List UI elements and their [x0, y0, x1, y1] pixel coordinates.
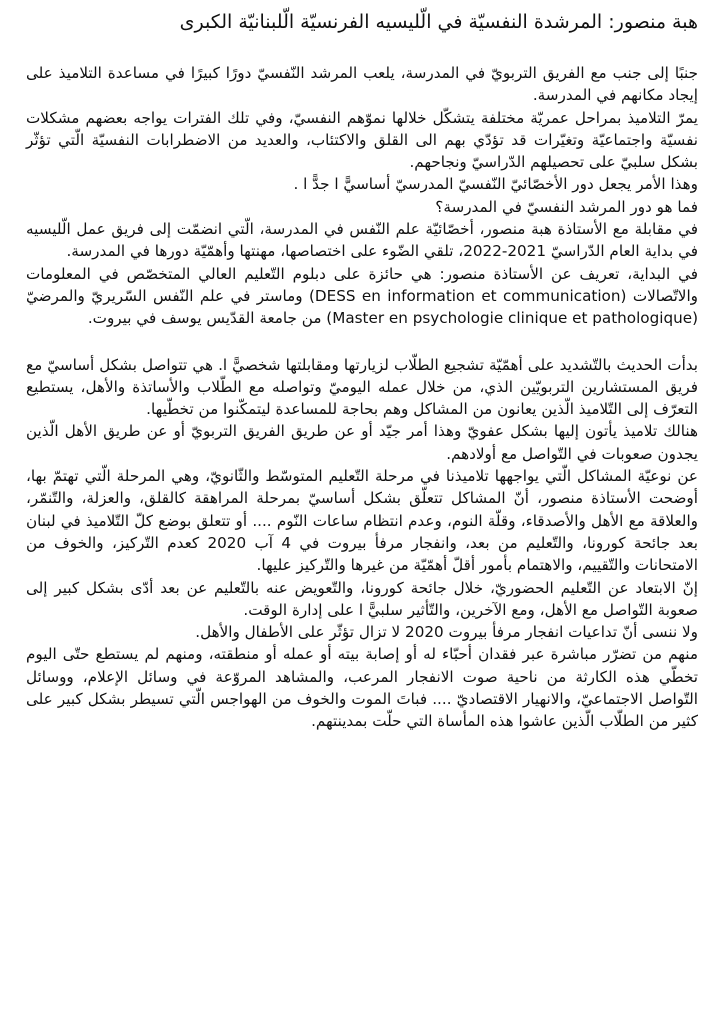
- article-section-intro: [26, 62, 698, 330]
- paragraph-problem-types: عن نوعيّة المشاكل الّتي يواجهها تلاميذنا في مرحلة التّعليم المتوسّط والثّانويّ، وهي المرحلة الّتي تهتمّ بها، أوضحت الأستاذة منصور، أنّ المشاكل تتعلّق بشكل أساسيّ بمرحلة المراهقة كالقلق، والعزلة، والتّنمّر، والعلاقة مع الأهل والأصدقاء، وقلّة النوم، وعدم انتظام ساعات النّوم .... أو تتعلق بوضع كلّ التّلاميذ في لبنان بعد جائحة كورونا، والتّعليم من بعد، وانفجار مرفأ بيروت في 4 آب 2020 كعدم التّركيز، والخوف من الامتحانات والتّقييم، والاهتمام بأمور أقلّ أهمّيّة من غيرها والتّركيز عليها.: [26, 467, 698, 575]
- paragraph-referrals: هنالك تلاميذ يأتون إليها بشكل عفويّ وهذا أمر جيّد أو عن طريق الفريق التربويّ أو عن طريق الأهل الّذين يجدون صعوبات في التّواصل مع أولادهم.: [26, 422, 698, 463]
- paragraph-question: فما هو دور المرشد النفسيّ في المدرسة؟: [435, 197, 698, 216]
- section-spacer: [26, 330, 698, 354]
- paragraph-importance: وهذا الأمر يجعل دور الأخصّائيّ النّفسيّ المدرسيّ أساسيًّ ا جدًّ ا .: [293, 175, 698, 194]
- paragraph-developmental-stages: يمرّ التلاميذ بمراحل عمريّة مختلفة يتشكّل خلالها نموّهم النفسيّ، وفي تلك الفترات يواجه بعضهم مشكلات نفسيّة واجتماعيّة وتغيّرات قد تؤدّي بهم الى القلق والاكتئاب، والعديد من الاضطرابات النفسيّة الّتي تؤثّر بشكل سلبيّ على تحصيلهم الدّراسيّ ونجاحهم.: [26, 108, 698, 172]
- paragraph-encouraging-students: بدأت الحديث بالتّشديد على أهمّيّة تشجيع الطلّاب لزيارتها ومقابلتها شخصيًّ ا. هي تتواصل بشكل أساسيّ مع فريق المستشارين التربويّين الذي، من خلال عمله اليوميّ وتواصله مع الطّلاب والأساتذة والأهل، يستطيع التعرّف إلى التّلاميذ الّذين يعانون من المشاكل وهم بحاجة للمساعدة ليتمكّنوا من تخطّيها.: [26, 355, 698, 419]
- paragraph-interview: في مقابلة مع الأستاذة هبة منصور، أخصّائيّة علم النّفس في المدرسة، الّتي انضمّت إلى فريق عمل الّليسيه في بداية العام الدّراسيّ 2021-2022، تلقي الضّوء على اختصاصها، مهنتها وأهمّيّة دورها في المدرسة.: [26, 220, 698, 261]
- article-section-body: [26, 354, 698, 733]
- paragraph-port-explosion: ولا ننسى أنّ تداعيات انفجار مرفأ بيروت 2020 لا تزال تؤثّر على الأطفال والأهل.: [195, 623, 698, 642]
- paragraph-intro-role: جنبًا إلى جنب مع الفريق التربويّ في المدرسة، يلعب المرشد النّفسيّ دورًا كبيرًا في مساعدة التلاميذ على إيجاد مكانهم في المدرسة.: [26, 64, 698, 105]
- article-title: هبة منصور: المرشدة النفسيّة في الّليسيه الفرنسيّة الّلبنانيّة الكبرى: [179, 11, 698, 33]
- paragraph-trauma: منهم من تضرّر مباشرة عبر فقدان أحبّاء له أو إصابة بيته أو عمله أو منطقته، ومنهم لم يستطع حتّى اليوم تخطّي هذه الكارثة من ناحية صوت الانفجار المرعب، والمشاهد المروّعة في وسائل الإعلام، ووسائل التّواصل الاجتماعيّ، والانهيار الاقتصاديّ .... فباتَ الموت والخوف من الهواجس الّتي تسيطر بشكل كبير على كثير من الطلّاب الّذين عاشوا هذه المأساة التي حلّت بمدينتهم.: [26, 645, 698, 731]
- paragraph-credentials: في البداية، تعريف عن الأستاذة منصور: هي حائزة على دبلوم التّعليم العالي المتخصّص في المعلومات والاتّصالات (DESS en information et communication) وماستر في علم النّفس السّريريّ والمرضيّ (Master en psychologie clinique et pathologique) من جامعة القدّيس يوسف في بيروت.: [26, 264, 699, 328]
- paragraph-remote-learning: إنّ الابتعاد عن التّعليم الحضوريّ، خلال جائحة كورونا، والتّعويض عنه بالتّعليم عن بعد أدّى بشكل كبير إلى صعوبة التّواصل مع الأهل، ومع الآخرين، والتّأثير سلبيًّ ا على إدارة الوقت.: [26, 578, 698, 619]
